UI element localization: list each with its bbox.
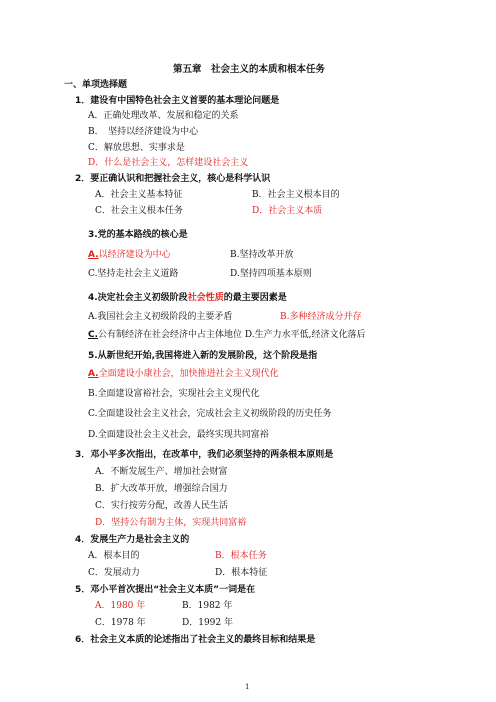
- option-4c-letter: C.: [88, 330, 99, 340]
- question-4-post: 的最主要因素是: [223, 293, 287, 303]
- option-3b-b: B．扩大改革开放，增强综合国力: [95, 484, 228, 494]
- option-1a: A．正确处理改革、发展和稳定的关系: [88, 111, 239, 121]
- option-4b-a: A．根本目的: [88, 551, 140, 561]
- question-4: [88, 292, 287, 304]
- option-3b-a: A．不断发展生产、增加社会财富: [95, 467, 228, 477]
- option-1b: B． 坚持以经济建设为中心: [88, 127, 199, 137]
- option-5b-d: D．1992 年: [182, 618, 233, 628]
- question-5: 5.从新世纪开始,我国将进入新的发展阶段，这个阶段是指: [88, 351, 318, 361]
- option-3c: C.坚持走社会主义道路: [88, 269, 179, 279]
- option-4b-answer: B.多种经济成分并存: [280, 312, 362, 322]
- question-3: 3.党的基本路线的核心是: [88, 230, 188, 240]
- option-5b-c: C．1978 年: [95, 618, 146, 628]
- option-3d: D.坚持四项基本原则: [230, 269, 312, 279]
- option-4c-4d: [88, 329, 366, 341]
- option-4b-c: C．发展动力: [88, 568, 140, 578]
- option-5b-a-answer: A．1980 年: [95, 601, 146, 611]
- question-4b: 4．发展生产力是社会主义的: [75, 535, 190, 545]
- option-5b-b: B．1982 年: [182, 601, 233, 611]
- option-3a-letter: A.: [88, 250, 99, 260]
- option-5a-letter: A.: [88, 369, 99, 379]
- option-2c: C．社会主义根本任务: [95, 206, 183, 216]
- question-5b: 5．邓小平首次提出“社会主义本质”一词是在: [75, 585, 256, 595]
- option-5a-text: 全面建设小康社会，加快推进社会主义现代化: [98, 369, 279, 379]
- option-4b-d: D．根本特征: [215, 568, 268, 578]
- option-5d: D.全面建设社会主义社会，最终实现共同富裕: [88, 430, 269, 440]
- option-5b: B.全面建设富裕社会，实现社会主义现代化: [88, 389, 260, 399]
- question-1: 1．建设有中国特色社会主义首要的基本理论问题是: [75, 96, 280, 106]
- page-number: 1: [245, 683, 250, 691]
- option-5a-answer: [88, 368, 279, 380]
- option-2b: B．社会主义根本目的: [252, 190, 340, 200]
- option-1c: C．解放思想、实事求是: [88, 143, 185, 153]
- option-3b: B.坚持改革开放: [230, 250, 294, 260]
- option-4a: A.我国社会主义初级阶段的主要矛盾: [88, 312, 233, 322]
- question-3b: 3．邓小平多次指出，在改革中，我们必须坚持的两条根本原则是: [75, 450, 334, 460]
- option-5c: C.全面建设社会主义社会，完成社会主义初级阶段的历史任务: [88, 409, 332, 419]
- option-3a-answer: [88, 249, 171, 261]
- question-4-highlight: 社会性质: [187, 293, 224, 303]
- option-3b-d-answer: D．坚持公有制为主体，实现共同富裕: [95, 518, 247, 528]
- question-4-pre: 4.决定社会主义初级阶段: [88, 293, 188, 303]
- option-4c-4d-text: 公有制经济在社会经济中占主体地位 D.生产力水平低,经济文化落后: [98, 330, 366, 340]
- question-2: 2．要正确认识和把握社会主义，核心是科学认识: [75, 174, 271, 184]
- option-2d-answer: D．社会主义本质: [252, 206, 323, 216]
- question-6: 6．社会主义本质的论述指出了社会主义的最终目标和结果是: [75, 635, 316, 645]
- option-1d-answer: D．什么是社会主义，怎样建设社会主义: [88, 158, 249, 168]
- option-2a: A．社会主义基本特征: [95, 190, 183, 200]
- option-3b-c: C．实行按劳分配，改善人民生活: [95, 501, 228, 511]
- page-title: 第五章 社会主义的本质和根本任务: [173, 64, 326, 75]
- option-3a-text: 以经济建设为中心: [98, 250, 171, 260]
- option-4b-b-answer: B．根本任务: [215, 551, 267, 561]
- section-heading: 一、单项选择题: [64, 80, 128, 90]
